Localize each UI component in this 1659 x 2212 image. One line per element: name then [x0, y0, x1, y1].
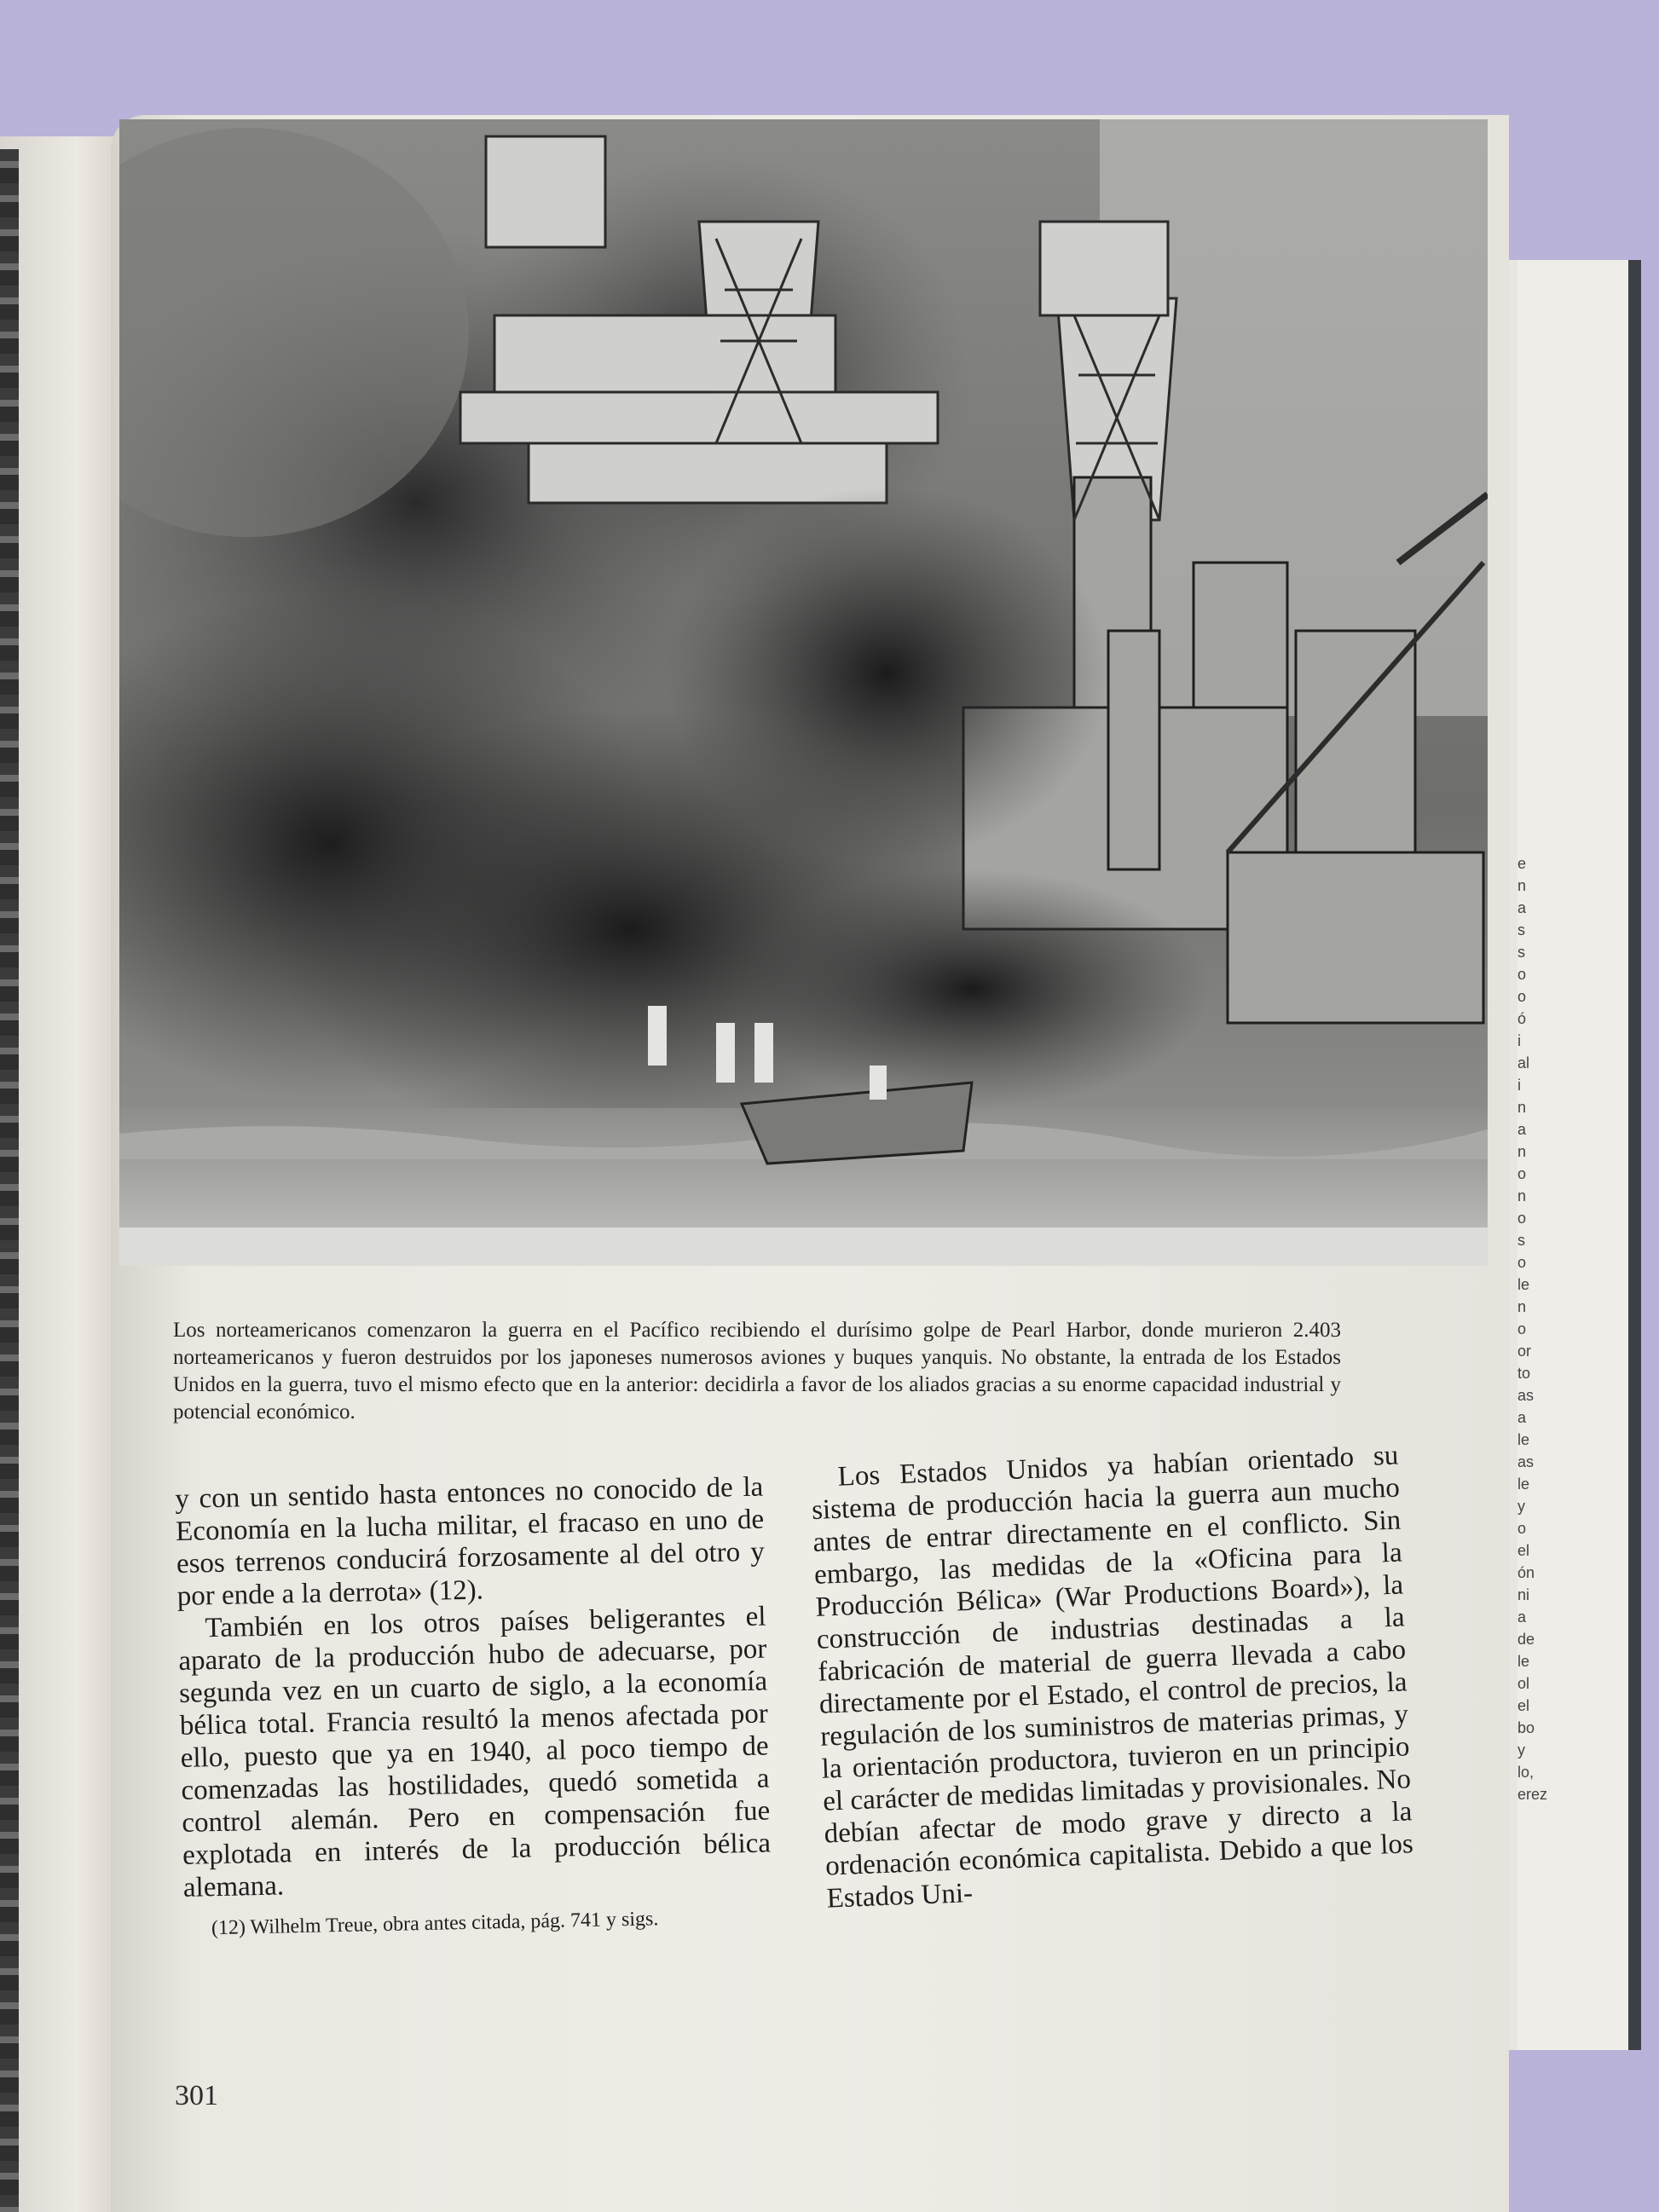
edge-text-fragment: e: [1517, 855, 1527, 872]
edge-text-fragment: o: [1517, 1254, 1527, 1271]
edge-text-fragment: le: [1517, 1431, 1530, 1448]
edge-text-fragment: o: [1517, 1210, 1527, 1227]
left-paragraph-2: También en los otros países beligerantes el aparato de la producción hubo de adecuarse, por segunda vez en un cuarto de siglo, a la economía bélica total. Francia resultó la menos afectada por ello, puesto que ya en 1940, al poco tiempo de comenzadas las hostilidades, quedó sometida a control alemán. Pero en compensación fue explotada en interés de la producción bélica alemana.: [178, 1601, 772, 1903]
left-page-edge: [0, 136, 128, 2212]
edge-text-fragment: el: [1517, 1697, 1530, 1714]
right-paragraph-1: Los Estados Unidos ya habían orientado su sistema de producción hacia la guerra aun mucho antes de entrar directamente en el conflicto. Sin embargo, las medidas de la «Oficina para la Producción Bélica» (War Productions Board»), la construcción de industrias destinadas a la fabricación de material de guerra llevada a cabo directamente por el Estado, el control de precios, la regulación de los suministros de materias primas, y la orientación productora, tuvieron en un principio el carácter de medidas limitadas y provisionales. No debían afectar de modo grave y directo a la ordenación económica capitalista. Debido a que los Estados Uni-: [811, 1440, 1414, 1915]
edge-text-fragment: n: [1517, 1143, 1527, 1160]
edge-text-fragment: n: [1517, 1298, 1527, 1315]
next-page-edge-text: [1517, 852, 1552, 1805]
edge-text-fragment: lo,: [1517, 1764, 1535, 1781]
left-text-column: [175, 1471, 772, 1942]
edge-text-fragment: ni: [1517, 1586, 1530, 1603]
edge-text-fragment: n: [1517, 877, 1527, 894]
edge-text-fragment: as: [1517, 1387, 1535, 1404]
edge-text-fragment: bo: [1517, 1719, 1535, 1736]
edge-text-fragment: a: [1517, 1608, 1527, 1626]
edge-text-fragment: i: [1517, 1032, 1521, 1049]
edge-text-fragment: le: [1517, 1276, 1530, 1293]
edge-text-fragment: erez: [1517, 1786, 1548, 1803]
edge-text-fragment: to: [1517, 1365, 1531, 1382]
edge-text-fragment: as: [1517, 1453, 1535, 1470]
edge-text-fragment: or: [1517, 1343, 1532, 1360]
edge-text-fragment: ón: [1517, 1564, 1535, 1581]
edge-text-fragment: a: [1517, 899, 1527, 916]
pearl-harbor-photo: [119, 119, 1488, 1266]
edge-text-fragment: n: [1517, 1099, 1527, 1116]
edge-text-fragment: i: [1517, 1077, 1521, 1094]
edge-text-fragment: s: [1517, 1232, 1525, 1249]
left-paragraph-1: y con un sentido hasta entonces no conocido de la Economía en la lucha militar, el fracaso en uno de esos terrenos conducirá forzosamente al del otro y por ende a la derrota» (12).: [175, 1471, 766, 1612]
edge-text-fragment: el: [1517, 1542, 1530, 1559]
edge-text-fragment: s: [1517, 944, 1525, 961]
edge-text-fragment: le: [1517, 1476, 1530, 1493]
edge-text-fragment: n: [1517, 1187, 1527, 1204]
left-page-photo-strip: [0, 149, 19, 2212]
edge-text-fragment: o: [1517, 1165, 1527, 1182]
edge-text-fragment: y: [1517, 1498, 1525, 1515]
photo-caption: Los norteamericanos comenzaron la guerra en el Pacífico recibiendo el durísimo golpe de Pearl Harbor, donde murieron 2.403 norteamericanos y fueron destruidos por los japoneses numerosos aviones y buques yanquis. No obstante, la entrada de los Estados Unidos en la guerra, tuvo el mismo efecto que en la anterior: decidirla a favor de los aliados gracias a su enorme capacidad industrial y potencial económico.: [173, 1319, 1341, 1424]
edge-text-fragment: ó: [1517, 1010, 1527, 1027]
right-text-column: [810, 1440, 1415, 1915]
edge-text-fragment: y: [1517, 1741, 1525, 1759]
edge-text-fragment: al: [1517, 1054, 1530, 1071]
edge-text-fragment: a: [1517, 1409, 1527, 1426]
edge-text-fragment: de: [1517, 1631, 1535, 1648]
edge-text-fragment: o: [1517, 988, 1527, 1005]
edge-text-fragment: ol: [1517, 1675, 1530, 1692]
footnote: (12) Wilhelm Treue, obra antes citada, pág. 741 y sigs.: [211, 1908, 659, 1940]
edge-text-fragment: le: [1517, 1653, 1530, 1670]
edge-text-fragment: a: [1517, 1121, 1527, 1138]
edge-text-fragment: o: [1517, 1520, 1527, 1537]
edge-text-fragment: s: [1517, 921, 1525, 939]
page-number: 301: [175, 2080, 218, 2111]
edge-text-fragment: o: [1517, 966, 1527, 983]
edge-text-fragment: o: [1517, 1320, 1527, 1337]
